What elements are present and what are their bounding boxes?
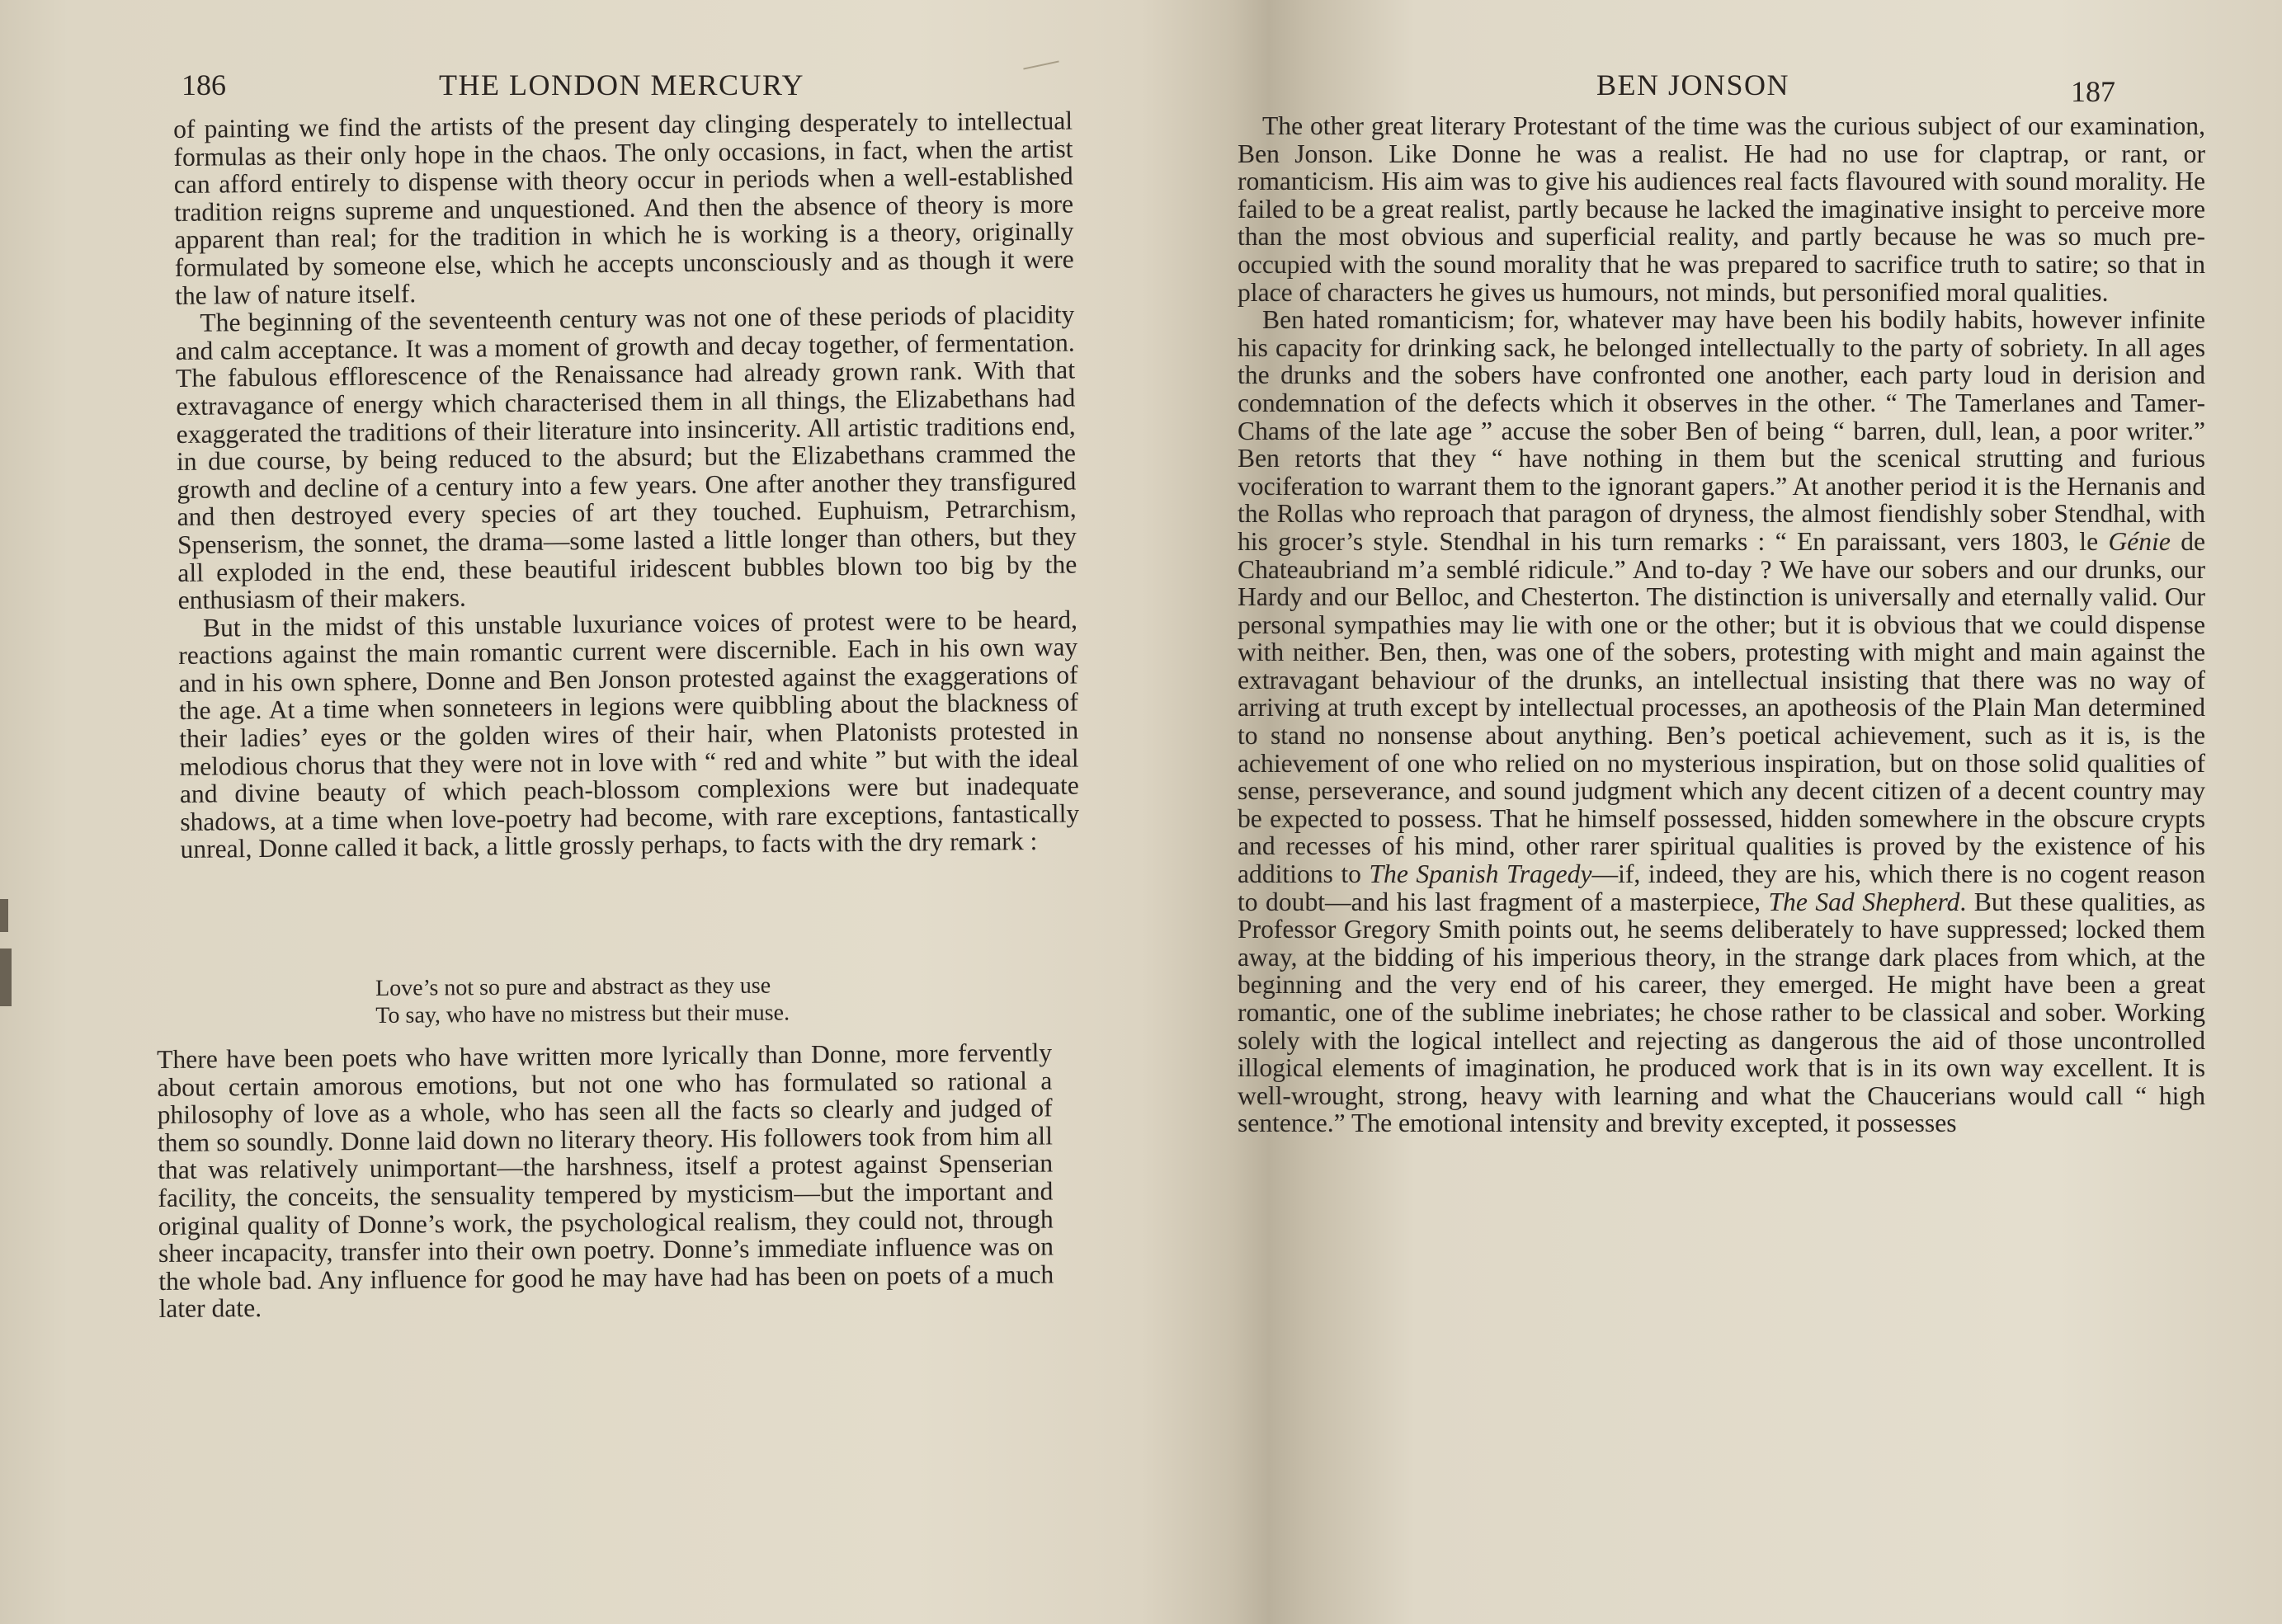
text-block-upper [173,107,1080,864]
paragraph: The beginning of the seventeenth century was not one of these periods of placidity and calm acceptance. It was a moment of growth and decay together, of fermentation. The fabulous efflorescence of the Renaissance had already grown rank. With that extravagance of energy which characterised them in all things, the Elizabethans had exaggerated the traditions of their literature into insincerity. All artistic traditions end, in due course, by being reduced to the absurd; but the Elizabethans crammed the growth and decline of a century into a few years. One after another they transfigured and then destroyed every species of art they touched. Euphuism, Petrarchism, Spenserism, the sonnet, the drama—some lasted a little longer than others, but they all exploded in the end, these beautiful iridescent bubbles blown too big by the enthusiasm of their makers. [175,299,1077,615]
italic-word: Génie [2108,526,2171,556]
text-run: de Chateaubriand m’a semblé ridicule.” And to-day ? We have our sobers and our drunks, our Hardy and our Belloc, and Chesterton. The distinction is universally and eternally valid. Our personal sympathies may lie with one or the other; but it is obvious that we could dispense with neither. Ben, then, was one of the sobers, protesting with might and main against the extravagant behaviour of the drunks, an intellectual insisting that there was no way of arriving at truth except by intellectual processes, an apotheosis of the Plain Man determined to stand no nonsense about anything. Ben’s poetical achievement, such as it is, is the achievement of one who relied on no mysterious inspiration, but on those solid qualities of sense, perseverance, and sound judgment which any decent citizen of a decent country may be expected to possess. That he himself possessed, hidden somewhere in the obscure crypts and recesses of his mind, other rarer spiritual qualities is proved by the existence of his additions to [1238,526,2206,889]
right-page [1139,0,2282,1624]
edge-mark [0,949,12,1006]
page-number: 186 [182,68,226,101]
work-title: The Sad Shepherd [1768,887,1960,916]
paragraph: There have been poets who have written more lyrically than Donne, more fervently about certain amorous emotions, but not one who has formulated so rational a philosophy of love as a whole, who has seen all the facts so clearly and judged of them so soundly. Donne laid down no literary theory. His followers took from him all that was relatively unimportant—the harshness, itself a protest against Spenserian facility, the conceits, the sensuality tempered by mysticism—but the important and original quality of Donne’s work, the psychological realism, they could not, through sheer incapacity, transfer into their own poetry. Donne’s immediate influence was on the whole bad. Any influence for good he may have had has been on poets of a much later date. [156,1038,1054,1324]
paragraph [1238,306,2205,1137]
running-head: BEN JONSON [1596,68,1790,101]
text-block [1238,112,2205,1137]
edge-mark [0,899,8,932]
running-head: THE LONDON MERCURY [439,68,805,101]
verse-line: Love’s not so pure and abstract as they use [375,972,771,1001]
paragraph: But in the midst of this unstable luxuriance voices of protest were to be heard, reactions against the main romantic current were discernible. Each in his own way and in his own sphere, Donne and Ben Jonson protested against the exaggerations of the age. At a time when sonneteers in legions were quibbling about the blackness of their ladies’ eyes or the golden wires of their hair, when Platonists protested in melodious chorus that they were not in love with “ red and white ” but with the ideal and divine beauty of which peach-blossom complexions were but inadequate shadows, at a time when love-poetry had become, with rare exceptions, fantastically unreal, Donne called it back, a little grossly perhaps, to facts with the dry remark : [178,605,1080,864]
page-number: 187 [2071,75,2115,108]
text-run: . But these qualities, as Professor Gregory Smith points out, he seems deliberately to have suppressed; locked them away, at the bidding of his imperious theory, in the strange dark places from which, at the beginning and the very end of his career, they emerged. He might have been a great romantic, one of the sublime inebriates; he chose rather to be classical and sober. Working solely with the logical intellect and rejecting as dangerous the aid of those uncontrolled illogical elements of imagination, he produced work that is in its own way excellent. It is well-wrought, strong, heavy with learning and what the Chaucerians would call “ high sentence.” The emotional intensity and brevity excepted, it possesses [1238,887,2206,1138]
verse-line: To say, who have no mistress but their muse. [375,1000,790,1029]
left-page [0,0,1139,1624]
paragraph: of painting we find the artists of the present day clinging desperately to intellectual formulas as their only hope in the chaos. The only occasions, in fact, when the artist can afford entirely to dispense with theory occur in periods when a well-established tradition reigns supreme and unquestioned. And then the absence of theory is more apparent than real; for the tradition in which he is working is a theory, originally formulated by someone else, which he accepts unconsciously and as though it were the law of nature itself. [172,106,1074,310]
pencil-mark [1023,60,1058,69]
text-run: Ben hated romanticism; for, whatever may have been his bodily habits, however infinite his capacity for drinking sack, he belonged intellectually to the party of sobriety. In all ages the drunks and the sobers have confronted one another, each party loud in derision and condemnation of the defects which it observes in the other. “ The Tamerlanes and Tamer-Chams of the late age ” accuse the sober Ben of being “ barren, dull, lean, a poor writer.” Ben retorts that they “ have nothing in them but the scenical strutting and furious vociferation to warrant them to the ignorant gapers.” At another period it is the Hernanis and the Rollas who reproach that paragon of dryness, the almost fiendishly sober Stendhal, with his grocer’s style. Stendhal in his turn remarks : “ En paraissant, vers 1803, le [1238,305,2205,556]
text-block-lower [157,1038,1054,1322]
work-title: The Spanish Tragedy [1369,859,1592,889]
text-run: —if, indeed, they are his, which there is no cogent reason to doubt—and his last fragment of a masterpiece, [1238,859,2205,916]
paragraph: The other great literary Protestant of the time was the curious subject of our examination, Ben Jonson. Like Donne he was a realist. He had no use for claptrap, or rant, or romanticism. His aim was to give his audiences real facts flavoured with sound morality. He failed to be a great realist, partly because he lacked the imaginative insight to perceive more than the most obvious and superficial reality, and partly because he was so much pre-occupied with the sound morality that he was prepared to sacrifice truth to satire; so that in place of characters he gives us humours, not minds, but personified moral qualities. [1238,111,2205,307]
verse-quotation [375,972,790,1029]
